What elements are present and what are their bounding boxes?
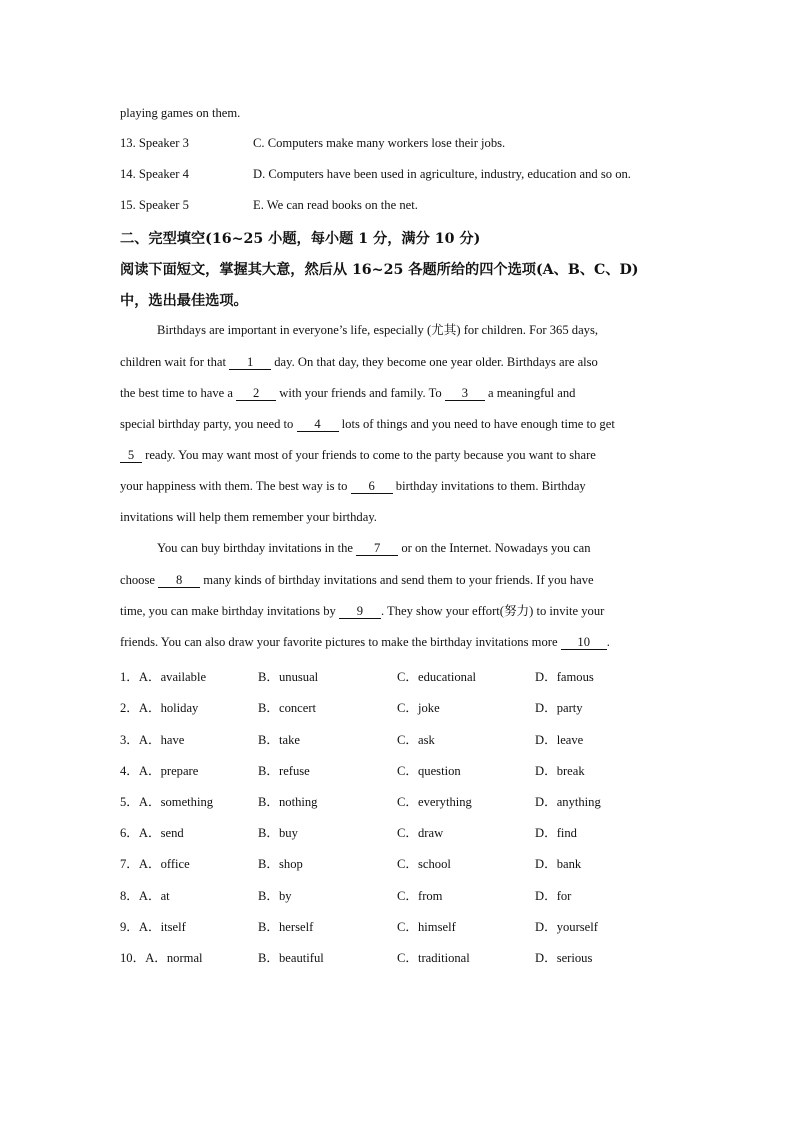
passage-text: . They show your effort(努力) to invite your [380,604,605,618]
continuation-line: playing games on them. [120,106,241,120]
passage-line [120,447,596,463]
option-a: 10．A．normal [120,951,203,965]
passage-line [120,416,615,432]
passage-text: lots of things and you need to have enough time to get [338,417,615,431]
passage-text: special birthday party, you need to [120,417,297,431]
option-b: B．unusual [258,670,319,684]
option-b: B．by [258,889,292,903]
passage-line [157,322,598,338]
passage-text: your happiness with them. The best way is to [120,479,351,493]
option-a: 8．A．at [120,889,170,903]
passage-text: many kinds of birthday invitations and send them to your friends. If you have [200,573,594,587]
option-d: D．anything [535,795,601,809]
passage-text: a meaningful and [484,386,576,400]
option-c: C．everything [397,795,472,809]
option-a: 1．A．available [120,670,207,684]
passage-line [157,540,591,556]
option-b: B．concert [258,701,317,715]
option-c: C．ask [397,733,435,747]
passage-text: choose [120,573,159,587]
option-a: 2．A．holiday [120,701,199,715]
option-d: D．bank [535,857,582,871]
passage-text: invitations will help them remember your birthday. [120,510,377,524]
option-a: 7．A．office [120,857,190,871]
blank-8: 8 [158,573,200,588]
option-d: D．famous [535,670,594,684]
option-b: B．shop [258,857,303,871]
option-b: B．herself [258,920,314,934]
option-a: 5．A．something [120,795,214,809]
blank-2: 2 [236,386,276,401]
option-c: C．from [397,889,443,903]
option-b: B．buy [258,826,298,840]
option-a: 4．A．prepare [120,764,199,778]
blank-10: 10 [561,635,607,650]
blank-3: 3 [445,386,485,401]
blank-6: 6 [351,479,393,494]
option-c: C．question [397,764,461,778]
passage-text: friends. You can also draw your favorite pictures to make the birthday invitations more [120,635,561,649]
passage-line [120,478,586,494]
passage-text: birthday invitations to them. Birthday [392,479,586,493]
speaker-label: 15. Speaker 5 [120,198,189,212]
option-d: D．find [535,826,577,840]
option-c: C．educational [397,670,477,684]
option-d: D．serious [535,951,593,965]
section-instruction: 阅读下面短文，掌握其大意，然后从 16~25 各题所给的四个选项(A、B、C、D) [120,262,639,278]
passage-line [120,509,377,525]
speaker-label: 13. Speaker 3 [120,136,189,150]
option-c: C．school [397,857,451,871]
option-d: D．leave [535,733,584,747]
blank-1: 1 [229,355,271,370]
option-d: D．party [535,701,583,715]
blank-5: 5 [120,448,142,463]
passage-text: children wait for that [120,355,230,369]
option-b: B．nothing [258,795,318,809]
option-a: 9．A．itself [120,920,186,934]
option-d: D．for [535,889,572,903]
option-a: 3．A．have [120,733,185,747]
option-d: D．break [535,764,585,778]
option-c: C．himself [397,920,456,934]
option-b: B．beautiful [258,951,324,965]
option-d: D．yourself [535,920,598,934]
passage-line [120,354,598,370]
blank-4: 4 [297,417,339,432]
option-b: B．refuse [258,764,310,778]
passage-text: the best time to have a [120,386,237,400]
blank-7: 7 [356,541,398,556]
option-c: C．draw [397,826,444,840]
option-a: 6．A．send [120,826,184,840]
passage-line [120,385,575,401]
passage-text: time, you can make birthday invitations by [120,604,339,618]
option-c: C．joke [397,701,440,715]
blank-9: 9 [339,604,381,619]
option-c: C．traditional [397,951,470,965]
speaker-option: D. Computers have been used in agriculture, industry, education and so on. [253,167,631,181]
speaker-option: C. Computers make many workers lose their jobs. [253,136,506,150]
passage-text: or on the Internet. Nowadays you can [398,541,591,555]
section-title: 二、完型填空(16~25 小题，每小题 1 分，满分 10 分) [120,231,481,247]
passage-text: . [606,635,610,649]
passage-line [120,603,604,619]
passage-text: Birthdays are important in everyone’s life, especially (尤其) for children. For 365 days, [157,323,599,337]
section-instruction: 中，选出最佳选项。 [120,293,248,309]
option-b: B．take [258,733,300,747]
passage-line [120,572,594,588]
passage-text: You can buy birthday invitations in the [157,541,357,555]
passage-text: day. On that day, they become one year older. Birthdays are also [271,355,598,369]
speaker-label: 14. Speaker 4 [120,167,189,181]
passage-line [120,634,610,650]
passage-text: ready. You may want most of your friends to come to the party because you want to share [142,448,596,462]
passage-text: with your friends and family. To [276,386,445,400]
speaker-option: E. We can read books on the net. [253,198,418,212]
